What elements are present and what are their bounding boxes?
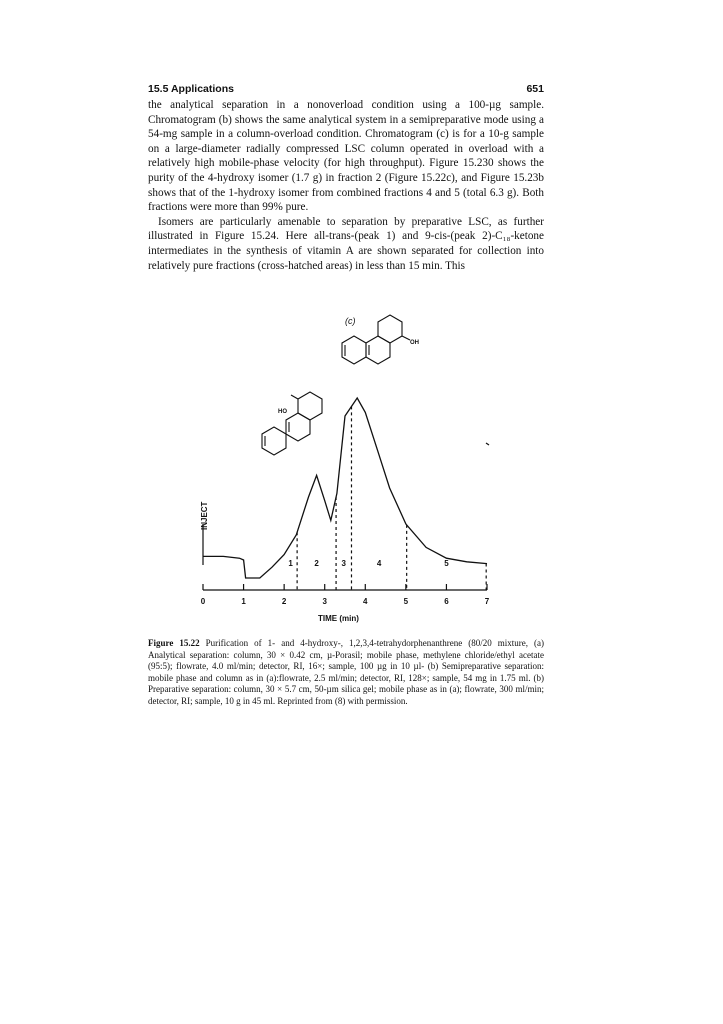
fraction-label: 4 <box>376 559 382 568</box>
fraction-label: 2 <box>314 559 319 568</box>
inject-label: INJECT <box>200 501 209 530</box>
x-tick-label: 1 <box>241 597 246 606</box>
x-tick-label: 4 <box>363 597 368 606</box>
paragraph-1: the analytical separation in a nonoverload condition using a 100-µg sample. Chromatogram (b) shows the same analytical system in a semipreparative mode using a 54-mg sample in a column-overload condition. Chromatogram (c) is for a 10-g sample on a large-diameter radially compressed LSC column operated in overload with a relatively high mobile-phase velocity (for high throughput). Figure 15.230 shows the purity of the 4-hydroxy isomer (1.7 g) in fraction 2 (Figure 15.22c), and Figure 15.23b shows that of the 1-hydroxy isomer from combined fractions 4 and 5 (total 6.3 g). Both fractions were more than 99% pure. <box>148 99 544 214</box>
x-axis-label: TIME (min) <box>318 614 359 623</box>
x-tick-label: 7 <box>484 597 490 606</box>
panel-label: (c) <box>345 316 356 326</box>
caption-figure-id: Figure 15.22 <box>148 638 200 648</box>
fraction-label: 3 <box>341 559 347 568</box>
x-tick-label: 2 <box>281 597 287 606</box>
ho-label: HO <box>278 409 287 415</box>
figure-caption <box>148 638 544 707</box>
x-tick-label: 3 <box>322 597 327 606</box>
x-tick-label: 0 <box>200 597 206 606</box>
section-title: 15.5 Applications <box>148 83 234 95</box>
x-tick-label: 5 <box>403 597 409 606</box>
paragraph-2: Isomers are particularly amenable to separation by preparative LSC, as further illustrated in Figure 15.24. Here all-trans-(peak 1) and 9-cis-(peak 2)-C₁₈-ketone intermediates in the synthesis of vitamin A are shown separated for collection into relatively pure fractions (cross-hatched areas) in less than 15 min. This <box>148 215 544 272</box>
fraction-cut-lines <box>288 406 486 590</box>
x-ticks <box>201 584 490 606</box>
fraction-label: 1 <box>288 559 293 568</box>
fraction-label: 5 <box>444 559 449 568</box>
chromatogram-trace <box>203 398 487 578</box>
caption-text: Purification of 1- and 4-hydroxy-, 1,2,3,4-tetrahydorphenanthrene (80/20 mixture, (a) Analytical separation: column, 30 × 0.42 cm, µ-Porasil; mobile phase, methylene chloride/ethyl acetate (95:5); flowrate, 4.0 ml/min; detector, RI, 16×; sample, 100 µg in 10 µl- (b) Semipreparative separation: mobile phase and column as in (a):flowrate, 2.5 ml/min; detector, RI, 128×; sample, 54 mg in 1.75 ml. (b) Preparative separation: column, 30 × 5.7 cm, 50-µm silica gel; mobile phase as in (a); flowrate, 300 ml/min; detector, RI; sample, 10 g in 45 ml. Reprinted from (8) with permission. <box>148 638 544 706</box>
molecule-1-hydroxy-icon <box>342 315 410 364</box>
oh-label: OH <box>410 340 419 346</box>
stray-mark <box>486 443 489 445</box>
page-number: 651 <box>526 83 544 95</box>
molecule-4-hydroxy-icon <box>262 392 322 455</box>
x-tick-label: 6 <box>444 597 449 606</box>
